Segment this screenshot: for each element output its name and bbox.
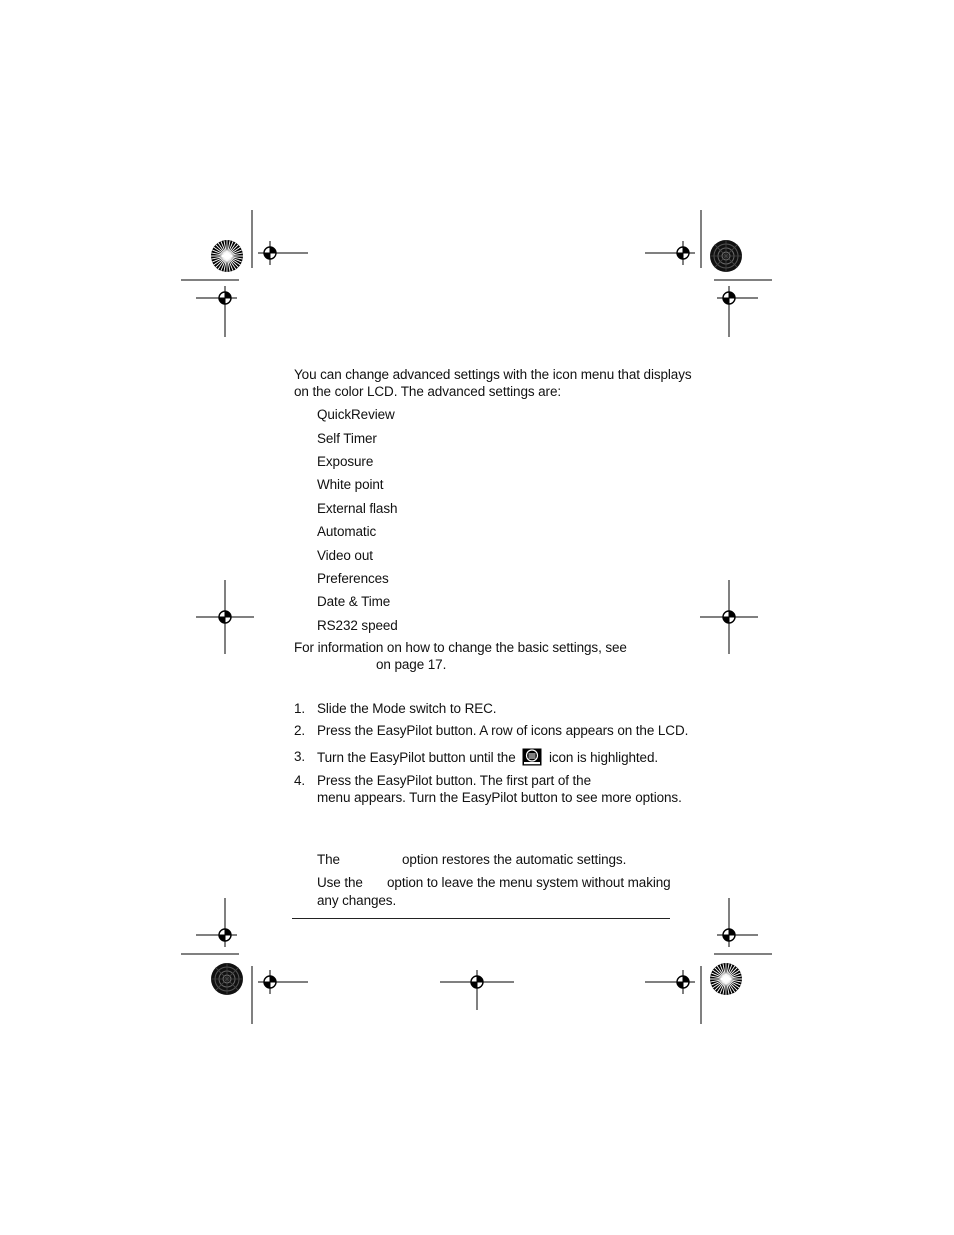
- note-1-start: The: [317, 852, 340, 867]
- intro-line-2: on the color LCD. The advanced settings are:: [294, 384, 562, 399]
- registration-mark-icon: [258, 241, 282, 265]
- list-item: Exposure: [317, 454, 374, 469]
- step-number: 1.: [294, 701, 306, 716]
- list-item: QuickReview: [317, 407, 395, 422]
- list-item: White point: [317, 477, 384, 492]
- registration-mark-icon: [213, 286, 237, 310]
- intro-line-1: You can change advanced settings with the icon menu that displays: [294, 367, 692, 382]
- step-text-after: icon is highlighted.: [548, 750, 659, 765]
- registration-mark-icon: [717, 605, 741, 629]
- registration-mark-icon: [671, 970, 695, 994]
- color-bar-starburst-icon: [710, 963, 742, 995]
- step-text-line-1: Press the EasyPilot button. The first part of the: [317, 773, 591, 788]
- step-text-line-2: menu appears. Turn the EasyPilot button to see more options.: [317, 790, 682, 805]
- section-divider: [292, 918, 670, 919]
- note-2-end: option to leave the menu system without making: [387, 875, 671, 890]
- list-item: Self Timer: [317, 431, 377, 446]
- registration-mark-icon: [213, 923, 237, 947]
- color-bar-starburst-icon: [211, 963, 243, 995]
- list-item: Date & Time: [317, 594, 391, 609]
- color-bar-starburst-icon: [211, 240, 243, 272]
- note-2-start: Use the: [317, 875, 363, 890]
- list-item: Preferences: [317, 571, 389, 586]
- note-1-end: option restores the automatic settings.: [402, 852, 627, 867]
- step-text-before: Turn the EasyPilot button until the: [317, 750, 516, 765]
- step-text: Press the EasyPilot button. A row of icons appears on the LCD.: [317, 723, 689, 738]
- registration-mark-icon: [213, 605, 237, 629]
- registration-mark-icon: [717, 286, 741, 310]
- list-item: Video out: [317, 548, 373, 563]
- step-text: [317, 748, 658, 767]
- list-item: Automatic: [317, 524, 377, 539]
- registration-mark-icon: [258, 970, 282, 994]
- registration-mark-icon: [717, 923, 741, 947]
- list-item: RS232 speed: [317, 618, 398, 633]
- step-number: 3.: [294, 749, 306, 764]
- info-line-1: For information on how to change the basic settings, see: [294, 640, 627, 655]
- step-number: 2.: [294, 723, 306, 738]
- list-item: External flash: [317, 501, 398, 516]
- registration-mark-icon: [465, 970, 489, 994]
- info-line-2: on page 17.: [376, 657, 447, 672]
- advanced-menu-icon: [522, 748, 542, 766]
- color-bar-starburst-icon: [710, 240, 742, 272]
- step-number: 4.: [294, 773, 306, 788]
- step-text: Slide the Mode switch to REC.: [317, 701, 497, 716]
- registration-mark-icon: [671, 241, 695, 265]
- note-2-line-2: any changes.: [317, 893, 397, 908]
